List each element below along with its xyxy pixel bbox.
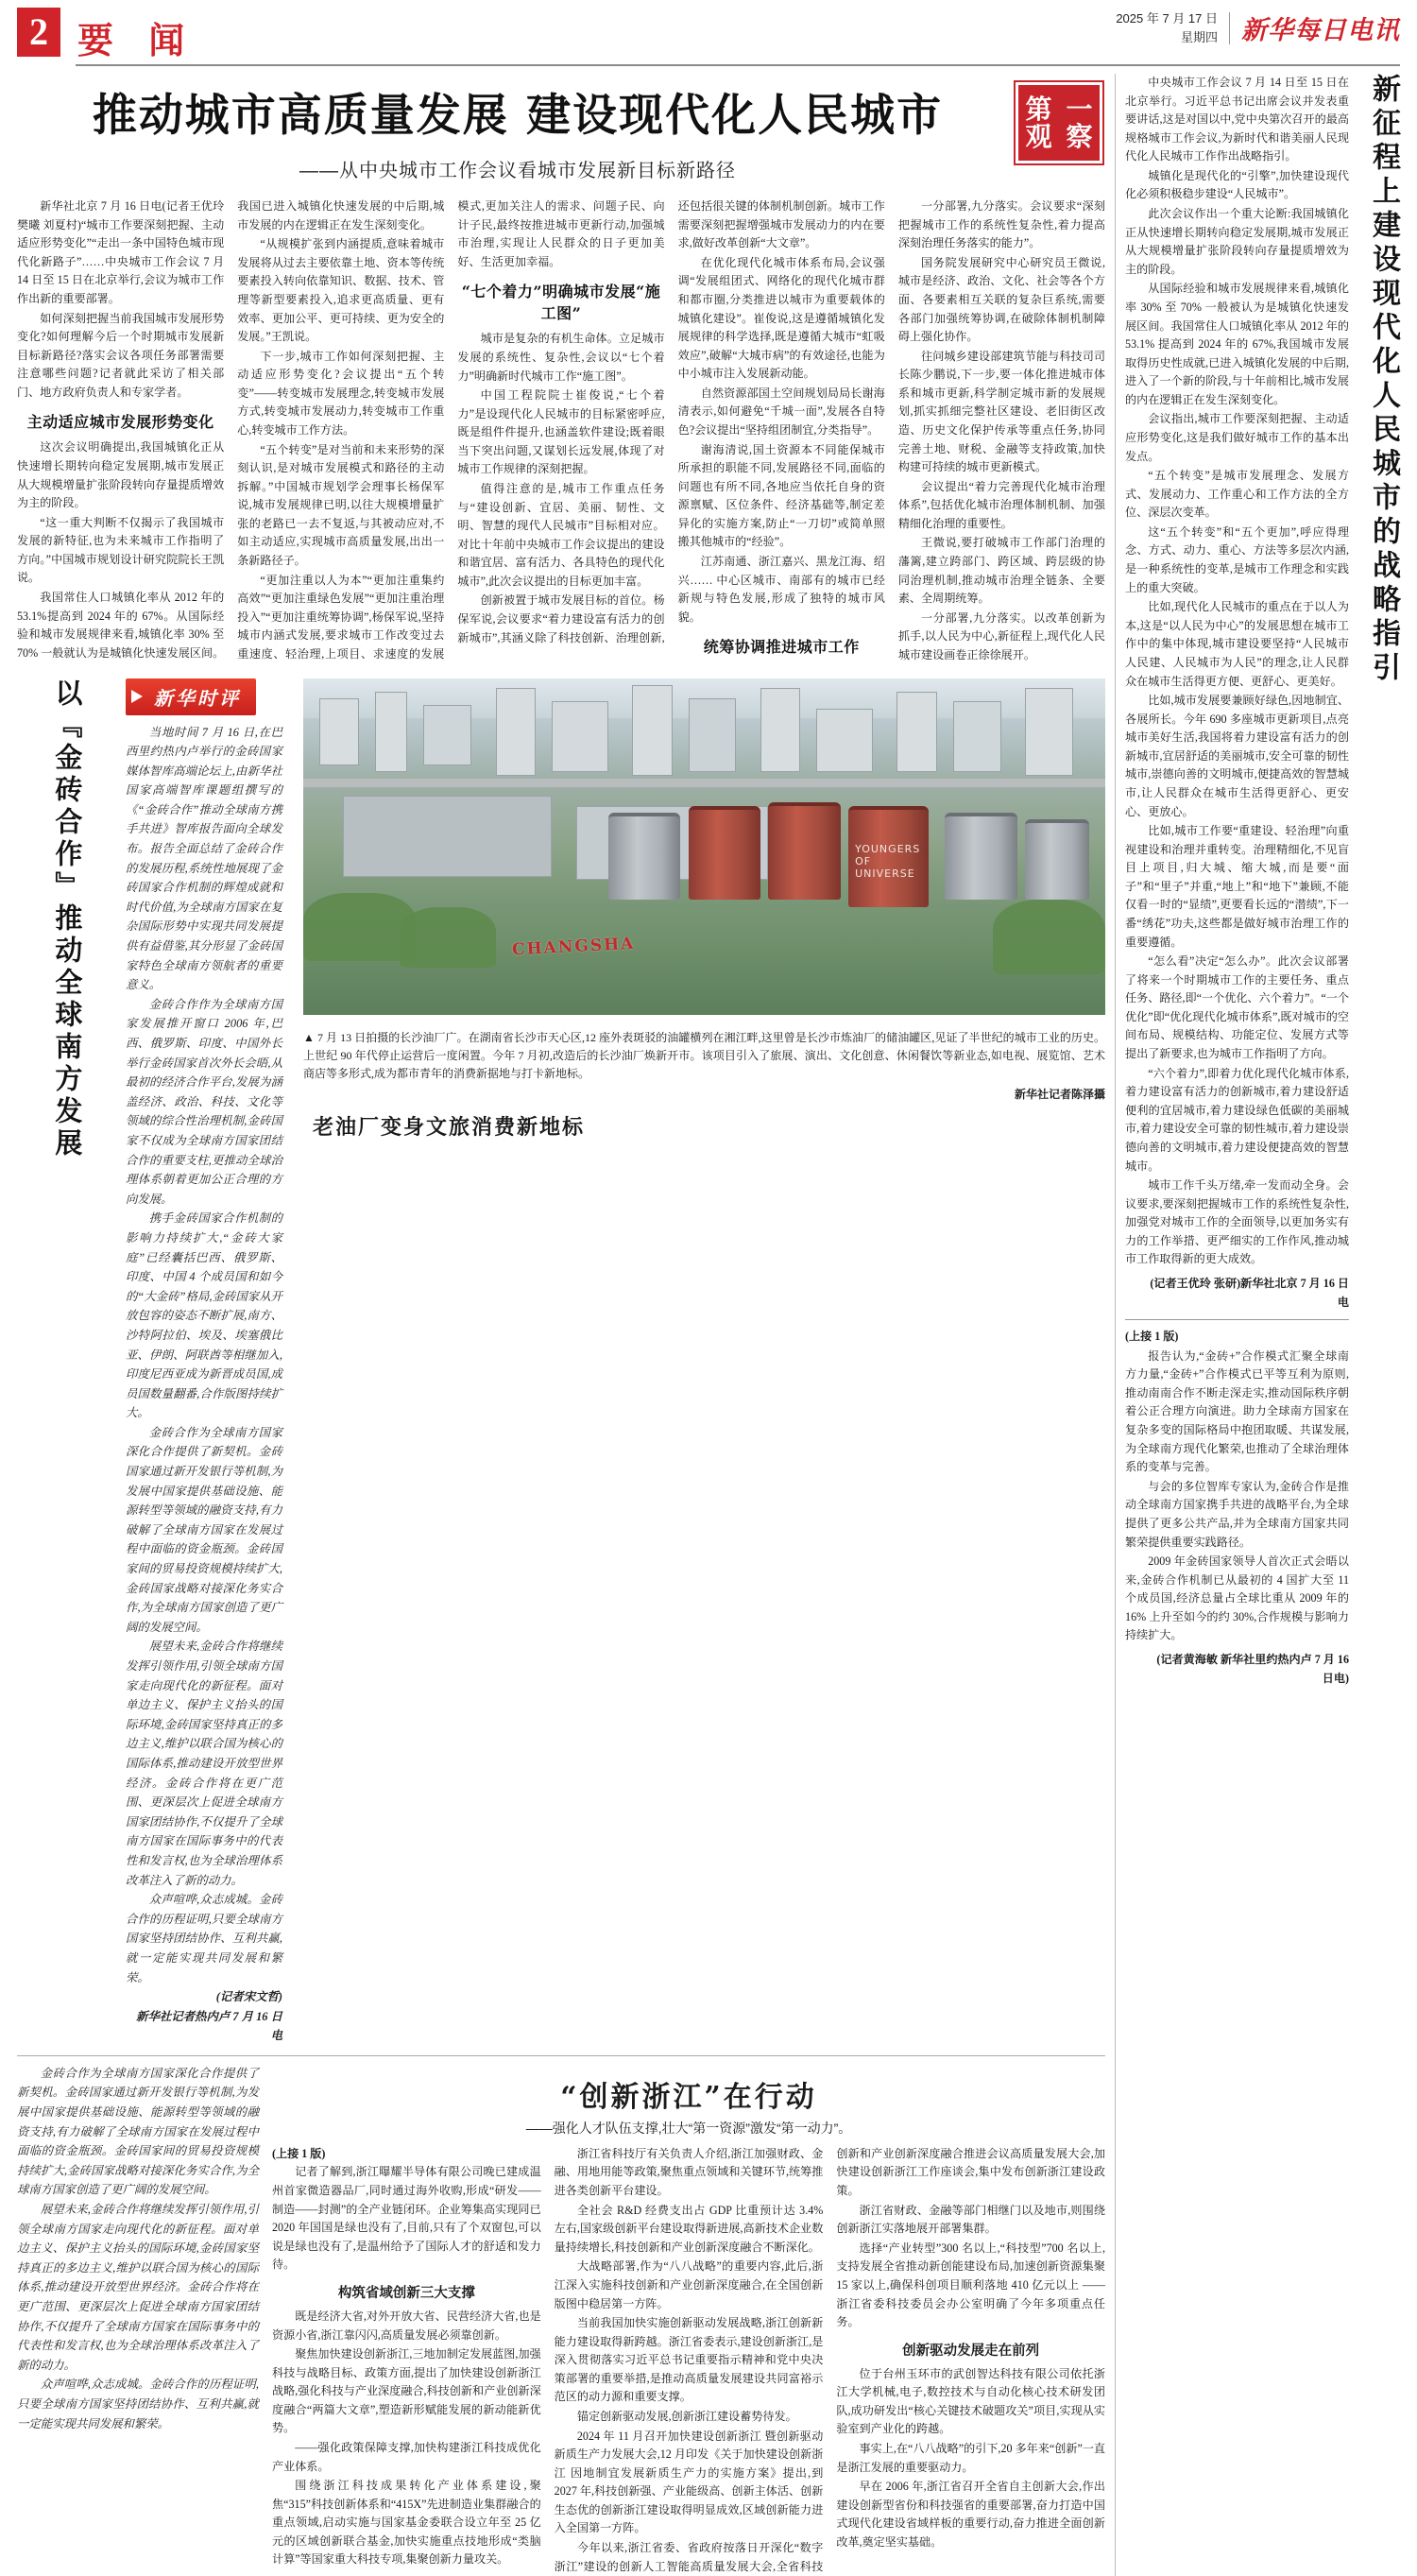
zhejiang-subheading-2: 创新驱动发展走在前列 [902,2342,1040,2359]
lower-section-rule [17,2055,1105,2056]
photo-oil-tank [689,806,760,901]
right-separator-rule [1125,1319,1349,1320]
photo-building [689,698,737,772]
page-title: 推动城市高质量发展 建设现代化人民城市 [92,90,944,142]
zhejiang-paragraph: 围绕浙江科技成果转化产业体系建设,聚焦“315”科技创新体系和“415X”先进制造业集群融合的重点领域,启动实施与国家基金委联合设立年至 25 亿元的区域创新联合基金,加快实施重点技地形成“类脑计算”等国家重大科技专项,集聚创新力量攻关。 [272,2479,541,2567]
lower-article-row [17,2064,1105,2576]
right-paragraph: “六个着力”,即着力优化现代化城市体系,着力建设富有活力的创新城市,着力建设舒适便利的宜居城市,着力建设绿色低碳的美丽城市,着力建设安全可靠的韧性城市,着力建设崇德向善的文明城市,着力建设便捷高效的智慧城市。 [1125,1066,1349,1173]
photo-oil-tank [1025,819,1089,900]
editorial-vertical-title-zone [17,678,116,2046]
xinhua-commentary-ribbon: 新华时评 [126,678,256,715]
caption-block [303,1022,1105,1103]
lead-paragraph: 下一步,城市工作如何深刻把握、主动适应形势变化?会议提出“五个转变”——转变城市发展理念,转变城市发展方式,转变城市发展动力,转变城市工作重心,转变城市工作方法。 [237,349,445,437]
photo-factory-block [343,796,552,876]
right-paragraph: 城市工作千头万绪,牵一发而动全身。会议要求,要深刻把握城市工作的系统性复杂性,加强党对城市工作的全面领导,以更加务实有力的工作举措、更严细实的工作作风,推动城市工作取得新的更大成效。 [1125,1178,1349,1266]
right-paragraph: 比如,城市发展要兼顾好绿色,因地制宜、各展所长。今年 690 多座城市更新项目,点亮城市美好生活,我国将着力建设富有活力的创新城市,宜居舒适的美丽城市,安全可靠的韧性城市,崇德向善的文明城市,便捷高效的智慧城市,让人民群众在城市生活得更舒心、更安心、更放心。 [1125,694,1349,818]
zhejiang-paragraph: ——强化政策保障支撑,加快构建浙江科技成优化产业体系。 [272,2440,541,2473]
masthead-right-group [1116,0,1417,46]
lead-paragraph: 会议提出“着力完善现代化城市治理体系”,包括优化城市治理体制机制、加强精细化治理的重要性。 [897,479,1106,530]
editorial-paragraph: 展望未来,金砖合作将继续发挥引领作用,引领全球南方国家走向现代化的新征程。面对单边主义、保护主义抬头的国际环境,金砖国家坚持真正的多边主义,维护以联合国为核心的国际体系,推动建设开放型世界经济。金砖合作将在更广范围、更深层次上促进全球南方国家团结协作,不仅提升了全球南方国家在国际事务中的代表性和发言权,也为全球治理体系改革注入了新的动力。 [17,2203,259,2372]
zhejiang-paragraph: 早在 2006 年,浙江省召开全省自主创新大会,作出建设创新型省份和科技强省的重要部署,奋力打造中国式现代化建设省域样板的重要行动,奋力推进全面创新改革,奠定坚实基础。 [836,2480,1106,2549]
seal-char-2: 一 [1066,93,1093,125]
photo-building [632,685,672,776]
lead-paragraph: 新华社北京 7 月 16 日电(记者王优玲 樊曦 刘夏村)“城市工作要深刻把握、主动适应形势变化”“走出一条中国特色城市现代化新路子”……中央城市工作会议 7 月 14 日至 15 日在北京举行,会议为城市工作作出新的重要部署。 [17,199,225,305]
paper-logo: 新华每日电讯 [1241,16,1400,45]
right-paragraph: 城镇化是现代化的“引擎”,加快建设现代化必须积极稳步建设“人民城市”。 [1125,168,1349,201]
photo-building [816,709,872,773]
zhejiang-paragraph: 事实上,在“八八战略”的引下,20 多年来“创新”一直是浙江发展的重要驱动力。 [836,2441,1106,2474]
right-paragraph: 会议指出,城市工作要深刻把握、主动适应形势变化,这是我们做好城市工作的基本出发点。 [1125,412,1349,463]
photo-building [953,701,1001,772]
zhejiang-paragraph: 位于台州玉环市的武创智达科技有限公司依托浙江大学机械,电子,数控技术与自动化核心技术研发团队,成功研发出“核心关键技术破题攻关”项目,实现从实验室到产业化的跨越。 [836,2366,1106,2436]
zhejiang-columns [272,2145,1105,2576]
zhejiang-continuation-marker: (上接 1 版) [272,2146,326,2160]
right-paragraph: “五个转变”是城市发展理念、发展方式、发展动力、工作重心和工作方法的全方位、深层次变革。 [1125,469,1349,520]
masthead-rule [76,64,1400,66]
right-paragraph: 比如,城市工作要“重建设、轻治理”向重视建设和治理并重转变。治理精细化,不见盲目上项目,归大城、缩大城,而是要“面子”和“里子”并重,“地上”和“地下”兼顾,不能仅看一时的“显绩”,更要看长远的“潜绩”,下一番“绣花”功夫,这些都是做好城市治理工作的重要遵循。 [1125,824,1349,949]
right-article-credit: (记者王优玲 张研)新华社北京 7 月 16 日电 [1150,1277,1349,1309]
editorial-paragraph: 众声喧哗,众志成城。金砖合作的历程证明,只要全球南方国家坚持团结协作、互利共赢,就一定能实现共同发展和繁荣。 [17,2378,259,2430]
right-footer-credit: (记者黄海敏 新华社里约热内卢 7 月 16 日电) [1156,1652,1349,1685]
first-observation-seal [1018,85,1100,161]
publication-date-block [1116,9,1218,46]
photo-and-followup [292,678,1105,2046]
photo-oil-tank [848,806,929,907]
lead-paragraph: 自然资源部国土空间规划局局长谢海清表示,如何避免“千城一面”,发展各自特色?会议提出“坚持组团制宜,分类指导”。 [677,386,885,437]
photo-headline: 老油厂变身文旅消费新地标 [313,1115,586,1141]
caption-row [303,1022,1105,1103]
editorial-body-column [126,678,282,2046]
right-vertical-title: 新征程上建设现代化人民城市的战略指引 [1367,74,1400,686]
editorial-paragraph: 众声喧哗,众志成城。金砖合作的历程证明,只要全球南方国家坚持团结协作、互利共赢,就一定能实现共同发展和繁荣。 [126,1893,282,1984]
right-paragraph: 此次会议作出一个重大论断:我国城镇化正从快速增长期转向稳定发展期,城市发展正从大规模增量扩张阶段转向存量提质增效为主的阶段。 [1125,207,1349,276]
masthead-divider [1229,12,1230,44]
page-number-badge: 2 [17,8,60,57]
masthead [0,0,1417,64]
weekday-text: 星期四 [1180,29,1218,44]
photo-credit: 新华社记者陈泽攝 [1015,1088,1106,1102]
zhejiang-paragraph: 2024 年 11 月召开加快建设创新浙江 暨创新驱动新质生产力发展大会,12 月印发《关于加快建设创新浙江 因地制宜发展新质生产力的实施方案》提出,到 2027 年,科技创新强、产业能级高、创新主体活、创新生态优的创新浙江建设取得明显成效,区域创新能力进入全国第一方阵。 [554,2429,824,2535]
right-paragraph: “怎么看”决定“怎么办”。此次会议部署了将来一个时期城市工作的主要任务、重点任务、路径,即“一个优化、六个着力”。“一个优化”即“优化现代化城市体系”,既对城市的空间布局、规模结构、功能定位、发展方式等提出了新要求,也为城市工作指明了方向。 [1125,954,1349,1061]
photo-building [896,692,936,772]
lead-headline-row [17,74,1105,182]
editorial-paragraph: 金砖合作为全球南方国家深化合作提供了新契机。金砖国家通过新开发银行等机制,为发展中国家提供基础设施、能源转型等领域的融资支持,有力破解了全球南方国家在发展过程中面临的资金瓶颈。金砖国家间的贸易投资规模持续扩大,金砖国家战略对接深化务实合作,为全球南方国家创造了更广阔的发展空间。 [126,1425,282,1634]
photo-building [1025,688,1073,776]
photo-building [319,698,359,765]
photo-lawn-text: CHANGSHA [511,934,636,960]
lead-paragraph: 江苏南通、浙江嘉兴、黑龙江海、绍兴…… 中心区城市、南部有的城市已经新规与特色发展,形成了独特的城市风貌。 [677,555,885,624]
lead-article-columns [17,197,1105,664]
right-footer-paragraph: 与会的多位智库专家认为,金砖合作是推动全球南方国家携手共进的战略平台,为全球提供了更多公共产品,并为全球南方国家共同繁荣提供重要实践路径。 [1125,1479,1349,1549]
editorial-paragraph: 金砖合作为全球南方国家深化合作提供了新契机。金砖国家通过新开发银行等机制,为发展中国家提供基础设施、能源转型等领域的融资支持,有力破解了全球南方国家在发展过程中面临的资金瓶颈。金砖国家间的贸易投资规模持续扩大,金砖国家战略对接深化务实合作,为全球南方国家创造了更广阔的发展空间。 [17,2066,259,2197]
right-commentary-zone [1115,74,1400,2576]
zhejiang-paragraph: 选择“产业转型”300 名以上,“科技型”700 名以上,支持发展全省推动新创能建设布局,加速创新资源集聚 15 家以上,确保科创项目顺利落地 410 亿元以上 ——浙江省委科技委员会办公室明确了今年多项重点任务。 [836,2241,1106,2329]
editorial-paragraph: 当地时间 7 月 16 日,在巴西里约热内卢举行的金砖国家媒体智库高端论坛上,由新华社国家高端智库课题组撰写的《“金砖合作”推动全球南方携手共进》智库报告面向全球发布。报告全面总结了金砖合作的发展历程,系统性地展现了金砖国家合作机制的辉煌成就和时代价值,为全球南方国家在复杂国际形势中实现共同发展提供有益借鉴,其分形显了金砖国家特色全球南方领航者的重要意义。 [126,725,282,992]
photo-building [760,688,800,772]
lead-paragraph: 值得注意的是,城市工作重点任务与“建设创新、宜居、美丽、韧性、文明、智慧的现代人民城市”目标相对应。对比十年前中央城市工作会议提出的建设和谐宜居、富有活力、各具特色的现代化城市”,此次会议提出的目标更加丰富。 [457,481,665,588]
lead-paragraph: 这次会议明确提出,我国城镇化正从快速增长期转向稳定发展期,城市发展正从大规模增量扩张阶段转向存量提质增效为主的阶段。 [17,440,225,510]
lead-paragraph: 城市是复杂的有机生命体。立足城市发展的系统性、复杂性,会议以“七个着力”明确新时代城市工作“施工图”。 [457,332,665,383]
right-paragraph: 这“五个转变”和“五个更加”,呼应得理念、方式、动力、重心、方法等多层次内涵,是一种系统性的变革,是城市工作理念和实践上的重大突破。 [1125,524,1349,594]
zhejiang-paragraph: 记者了解到,浙江曝耀半导体有限公司晚已建成温州首家微造器品厂,同时通过海外收购,形成“研发——制造——封测”的全产业链闭环。企业筹集高实现同已 2020 年国国是绿也没有了,目前,只有了个双窗包,可以说是绿也没有了,是温州给予了国际人才的舒适和发力待。 [272,2165,541,2272]
right-footer-marker: (上接 1 版) [1125,1330,1179,1344]
lead-subheading-3: 统筹协调推进城市工作 [703,638,860,657]
lead-paragraph: 在优化现代化城市体系布局,会议强调“发展组团式、网络化的现代化城市群和都市圈,分类推进以城市为重要载体的城镇化建设”。崔俊说,这是遵循城镇化发展规律的科学选择,既是遵循大城市“虹吸效应”,破解“大城市病”的有效途径,也能为中小城市注入发展新动能。 [677,255,885,381]
right-paragraph: 中央城市工作会议 7 月 14 日至 15 日在北京举行。习近平总书记出席会议并发表重要讲话,这是对国以中,党中央第次召开的最高规格城市工作会议,为新时代和谐美丽人民现代化人民城市工作作出战略指引。 [1125,76,1349,163]
lead-paragraph: “这一重大判断不仅揭示了我国城市发展的新特征,也为未来城市工作指明了方向。”中国城市规划设计研究院院长王凯说。 [17,515,225,585]
section-title: 要 闻 [77,19,196,61]
seal-char-1: 第 [1025,93,1052,125]
zhejiang-paragraph: 浙江省科技厅有关负责人介绍,浙江加强财政、金融、用地用能等政策,聚焦重点领域和关键环节,统筹推进各类创新平台建设。 [554,2146,824,2198]
photo-road [303,779,1105,787]
right-inner [1125,74,1400,2576]
photo-caption: ▲ 7 月 13 日拍摄的长沙油厂广。在湖南省长沙市天心区,12 座外表斑驳的油罐横列在湘江畔,这里曾是长沙市炼油厂的储油罐区,见证了半世纪的城市工业的历史。上世纪 90 年代停止运营后一度闲置。今年 7 月初,改造后的长沙油厂焕新开市。该项目引入了旅展、演出、文化创意、休闲餐饮等新业态,如电视、展览馆、艺术商店等多形式,成为都市青年的消费新据地与打卡新地标。 [303,1030,1106,1080]
right-footer-paragraph: 2009 年金砖国家领导人首次正式会晤以来,金砖合作机制已从最初的 4 国扩大至 11 个成员国,经济总量占全球比重从 2009 年的 16% 上升至如今的约 30%,合作规模与影响力持续扩大。 [1125,1554,1349,1642]
right-article-text [1125,74,1355,2576]
lead-paragraph: 国务院发展研究中心研究员王微说,城市是经济、政治、文化、社会等各个方面、各要素相互关联的复杂巨系统,需要各部门加强统筹协调,在破除体制机制障碍上强化协作。 [897,255,1106,344]
photo-building [423,705,471,765]
right-paragraph: 从国际经验和城市发展规律来看,城镇化率 30% 至 70% 一般被认为是城镇化快速发展区间。我国常住人口城镇化率从 2012 年的 53.1% 提高到 2024 年的 67%,我国城市发展取得历史性成就,已进入城镇化发展的中后期,进入了一个新的阶段,与十年前相比,城市发展的内在逻辑正在发生深刻变化。 [1125,282,1349,406]
lead-paragraph: 往问城乡建设部建筑节能与科技司司长陈少鹏说,下一步,要一体化推进城市体系和城市更新,科学制定城市新的发展规划,抓实抓细完整社区建设、老旧街区改造、历史文化保护传承等重点任务,协同完善土地、财税、金融等支持政策,加快构建可持续的城市更新模式。 [897,349,1106,474]
zhejiang-title: “创新浙江”在行动 [560,2080,817,2114]
editorial-vertical-title: 以『金砖合作』推动全球南方发展 [51,678,84,1160]
page-body [0,74,1417,2576]
photo-building [552,701,607,772]
photo-building [375,692,407,772]
lead-paragraph: “从规模扩张到内涵提质,意味着城市发展将从过去主要依靠土地、资本等传统要素投入转向依靠知识、数据、技术、管理等新型要素投入,追求更高质量、更有效率、更加公平、更可持续、更为安全的发展。”王凯说。 [237,237,445,344]
lead-paragraph: “五个转变”是对当前和未来形势的深刻认识,是对城市发展模式和路径的主动拆解。”中国城市规划学会理事长杨保军说,城市发展规律已明,以往大规模增量扩张的老路已一去不复返,与其被动应对,不如主动适应,实现城市高质量发展,出出一条新路径子。 [237,442,445,568]
seal-char-3: 观 [1025,121,1052,152]
date-text: 2025 年 7 月 17 日 [1116,11,1218,26]
zhejiang-paragraph: 全社会 R&D 经费支出占 GDP 比重预计达 3.4% 左右,国家级创新平台建设取得新进展,高新技术企业数量持续增长,科技创新和产业创新深度融合不断深化。 [554,2203,824,2254]
zhejiang-subtitle: ——强化人才队伍支撑,壮大“第一资源”激发“第一动力”。 [525,2120,852,2136]
lead-paragraph: 王微说,要打破城市工作部门治理的藩篱,建立跨部门、跨区域、跨层级的协同治理机制,推动城市治理全链条、全要素、全周期统筹。 [897,536,1106,606]
zhejiang-paragraph: 聚焦加快建设创新浙江,三地加制定发展蓝图,加强科技与战略目标、政策方面,提出了加快建设创新浙江战略,强化科技与产业深度融合,科技创新和产业创新深度融合“两篇大文章”,塑造新形赋能发展的新动能新优势。 [272,2347,541,2435]
zhejiang-paragraph: 既是经济大省,对外开放大省、民营经济大省,也是资源小省,浙江靠闪闪,高质量发展必须靠创新。 [272,2309,541,2342]
photo-tree [993,900,1105,973]
zhejiang-paragraph: 今年以来,浙江省委、省政府按落日开深化“数字浙江”建设的创新人工智能高质量发展大会,全省科技创新和产业创新深度融合推进会议高质量发展大会,加快建设创新浙江工作座谈会,集中发布创新浙江建设政策。 [554,2146,1106,2573]
lead-paragraph: 谢海清说,国土资源本不同能保城市所承担的职能不同,发展路径不同,面临的问题也有所不同,各地应当依托自身的资源禀赋、区位条件、经济基础等,制定差异化的实施方案,防止“一刀切”或简单照搬其他城市的“经验”。 [677,442,885,549]
zhejiang-paragraph: 锚定创新驱动发展,创新浙江建设蓄势待发。 [576,2409,797,2423]
editorial-paragraph: 携手金砖国家合作机制的影响力持续扩大,“金砖大家庭”已经囊括巴西、俄罗斯、印度、中国 4 个成员国和如今的“大金砖”格局,金砖国家从开放包容的姿态不断扩展,南方、沙特阿拉伯、埃及、埃塞俄比亚、伊朗、阿联酋等相继加入,印度尼西亚成为新晋成员国,成员国数量翻番,合作版图持续扩大。 [126,1211,282,1420]
editorial-dateline: 新华社记者热内卢 7 月 16 日电 [136,2009,282,2043]
lead-paragraph: 中国工程院院士崔俊说,“七个着力”是设现代化人民城市的目标紧密呼应,既是组件件提升,也涵盖软件建设;既着眼当下突出问题,又谋划长远发展,体现了对城市工作规律的深刻把握。 [457,388,665,476]
lead-subheading-2: “七个着力”明确城市发展“施工图” [461,283,661,323]
lead-paragraph: “更加注重以人为本”“更加注重集约高效”“更加注重绿色发展”“更加注重治理投入”“更加注重统筹协调”,杨保军说,坚持城市内涵式发展,要求城市工作改变过去重速度、轻治理,上项目、求速度的发展模式,更加关注人的需求、问题子民、向计子民,最终按推进城市更新行动,加强城市治理,实现让人民群众的日子更加美好、生活更加幸福。 [237,199,665,661]
lead-paragraph: 一分部署,九分落实。会议要求“深刻把握城市工作的系统性复杂性,着力提高深刻治理任务落实的能力”。 [897,199,1106,250]
photo-oil-tank [608,813,680,901]
city-photograph [303,678,1105,1015]
main-zone [17,74,1105,2576]
zhejiang-paragraph: 浙江省财政、金融等部门相继门以及地市,则围绕创新浙江实落地展开部署集群。 [836,2203,1106,2236]
lead-subtitle: ——从中央城市工作会议看城市发展新目标新路径 [299,161,736,182]
lead-paragraph: 我国常住人口城镇化率从 2012 年的 53.1%提高到 2024 年的 67%。从国际经验和城市发展规律来看,城镇化率 30% 至 70% 一般就认为是城镇化快速发展区间。我国已进入城镇化快速发展的中后期,城市发展的内在逻辑正在发生深刻变化。 [17,199,445,660]
photo-building [496,688,536,776]
right-paragraph: 比如,现代化人民城市的重点在于以人为本,这是“以人民为中心”的发展思想在城市工作中的集中体现,城市建设要坚持“人民城市人民建、人民城市为人民”的理念,让人民群众在城市生活得更方便、更舒心、更美好。 [1125,600,1349,688]
photo-oil-tank [945,813,1016,901]
editorial-continued-column [17,2064,272,2576]
editorial-byline: (记者宋文哲) [215,1990,282,2004]
zhejiang-paragraph: 大战略部署,作为“八八战略”的重要内容,此后,浙江深入实施科技创新和产业创新深度融合,在全国创新版图中稳居第一方阵。 [554,2259,824,2310]
editorial-paragraph: 金砖合作作为全球南方国家发展推开窗口 2006 年,巴西、俄罗斯、印度、中国外长举行金砖国家首次外长会晤,从最初的经济合作平台,发展为涵盖经济、政治、科技、文化等领域的综合性治理机制,金砖国家不仅成为全球南方国家团结合作的重要支柱,更推动全球治理体系朝着更加公正合理的方向发展。 [126,997,282,1206]
photo-oil-tank [768,802,840,900]
right-footer-paragraph: 报告认为,“金砖+”合作模式汇聚全球南方力量,“金砖+”合作模式已平等互利为原则,推动南南合作不断走深走实,推动国际秩序朝着公正合理方向演进。助力全球南方国家在复杂多变的国际格局中抱团取暖、共谋发展,为全球南方现代化繁荣,也推动了全球治理体系的变革与完善。 [1125,1348,1349,1474]
lead-paragraph: 一分部署,九分落实。以改革创新为抓手,以人民为中心,新征程上,现代化人民城市建设画卷正徐徐展开。 [897,610,1106,661]
lead-subheading-1: 主动适应城市发展形势变化 [26,413,214,432]
seal-char-4: 察 [1066,121,1093,152]
editorial-paragraph: 展望未来,金砖合作将继续发挥引领作用,引领全球南方国家走向现代化的新征程。面对单边主义、保护主义抬头的国际环境,金砖国家坚持真正的多边主义,维护以联合国为核心的国际体系,推动建设开放型世界经济。金砖合作将在更广范围、更深层次上促进全球南方国家团结协作,不仅提升了全球南方国家在国际事务中的代表性和发言权,也为全球治理体系改革注入了新的动力。 [126,1640,282,1887]
zhejiang-subheading-1: 构筑省域创新三大支撑 [337,2284,475,2301]
zhejiang-paragraph: 当前我国加快实施创新驱动发展战略,浙江创新新能力建设取得新跨越。浙江省委表示,建设创新浙江,是深入贯彻落实习近平总书记重要指示精神和党中央决策部署的重要举措,是推动高质量发展建设共同富裕示范区的动力源和重要支撑。 [554,2316,824,2404]
photo-tree [400,907,496,968]
tank-label: YOUNGERS OF UNIVERSE [855,842,921,880]
zhejiang-article [272,2064,1105,2576]
editorial-and-photo-row [17,678,1105,2046]
lead-paragraph: 如何深刻把握当前我国城市发展形势变化?如何理解今后一个时期城市发展新目标新路径?落实会议各项任务部署需要注意哪些问题?记者就此采访了相关部门、地方政府负责人和专家学者。 [17,311,225,399]
lead-paragraph: 创新被置于城市发展目标的首位。杨保军说,会议要求“着力建设富有活力的创新城市”,其涵义除了科技创新、治理创新,还包括很关键的体制机制创新。城市工作需要深刻把握增强城市发展动力的内在要求,做好改革创新“大文章”。 [457,199,885,644]
lead-headline-block [17,74,1018,182]
